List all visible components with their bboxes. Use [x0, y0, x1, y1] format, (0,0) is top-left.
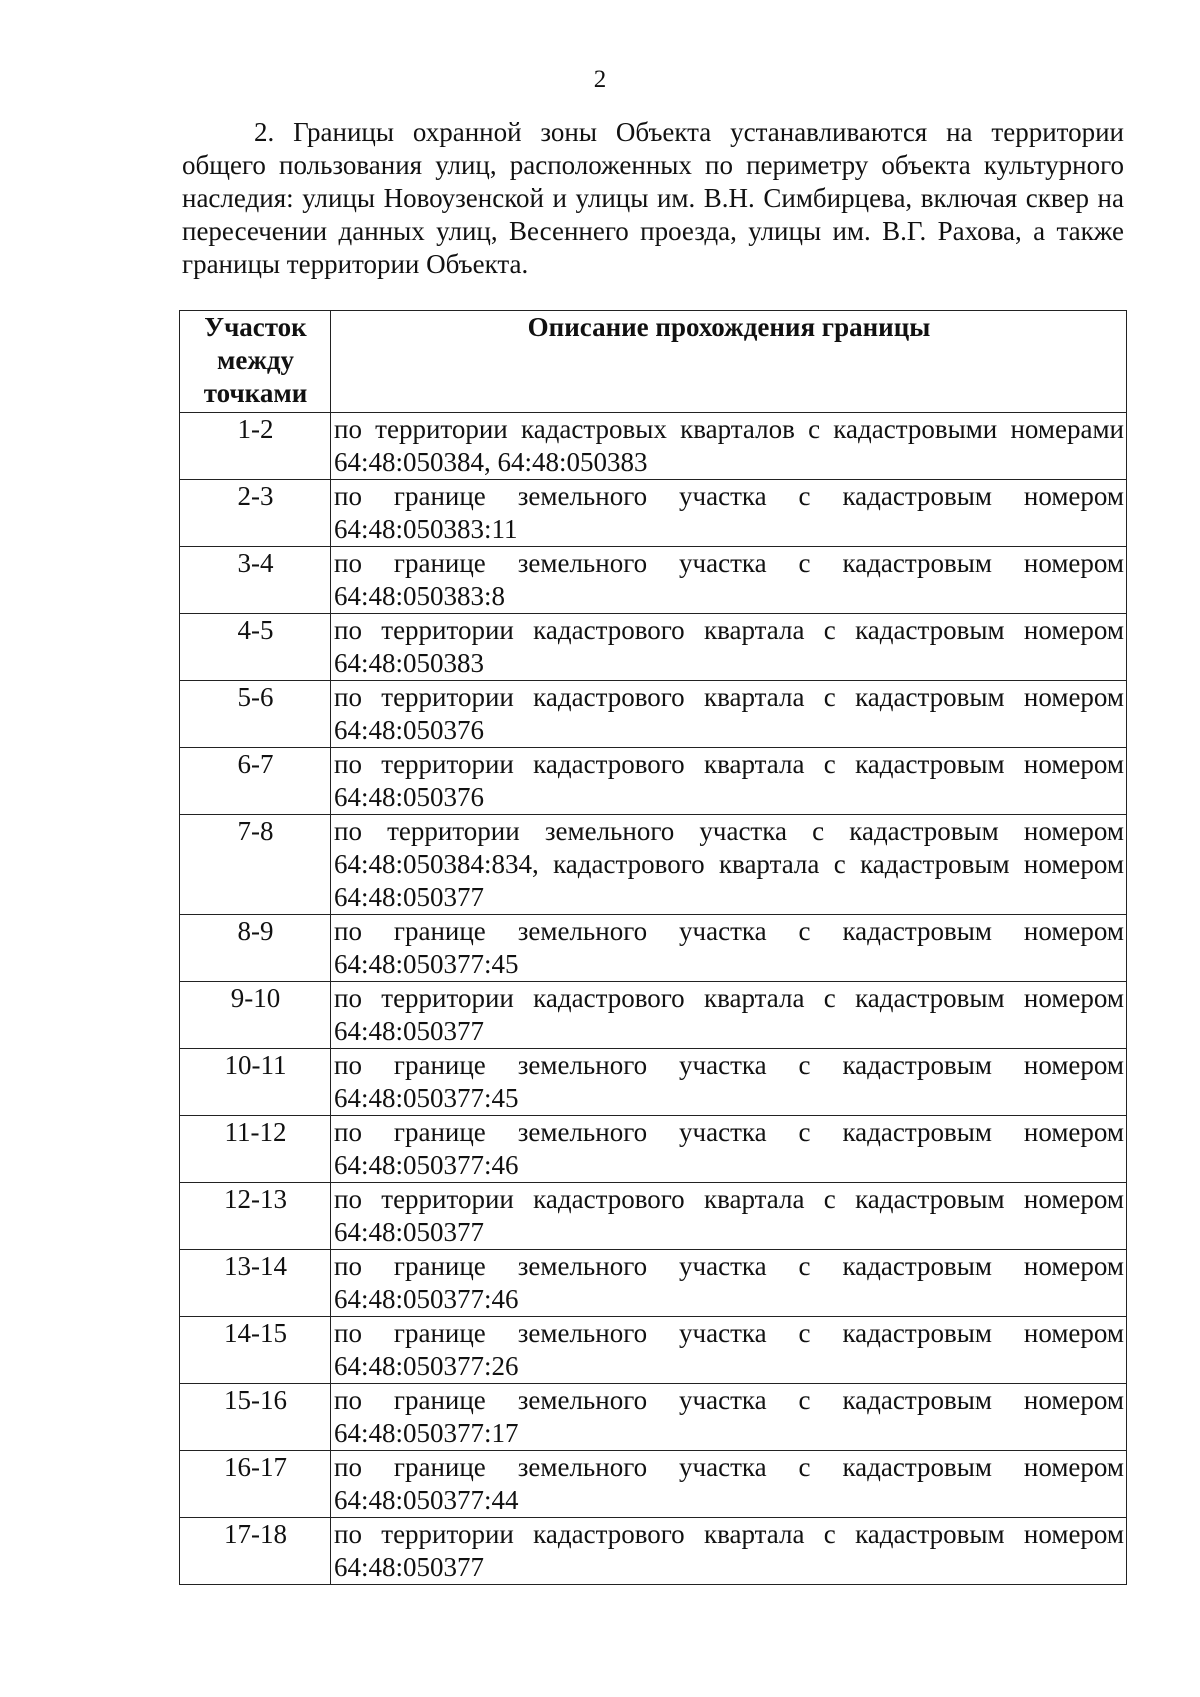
cadastral-number: 64:48:050377	[334, 1217, 485, 1247]
table-row	[180, 815, 1127, 915]
table-row	[180, 614, 1127, 681]
segment-cell: 7-8	[180, 815, 331, 915]
segment-cell: 5-6	[180, 681, 331, 748]
cadastral-number: 64:48:050376	[334, 715, 485, 745]
description-line: по границе земельного участка с кадастровым номером	[334, 1385, 1124, 1415]
table-row	[180, 1518, 1127, 1585]
cadastral-number: 64:48:050383	[334, 648, 485, 678]
description-line: по территории кадастрового квартала с кадастровым номером	[334, 983, 1124, 1013]
description-cell	[331, 1250, 1127, 1317]
description-line: по границе земельного участка с кадастровым номером	[334, 1452, 1124, 1482]
description-line: по границе земельного участка с кадастровым номером	[334, 1050, 1124, 1080]
intro-paragraph: 2. Границы охранной зоны Объекта устанавливаются на территории общего пользования улиц, расположенных по периметру объекта культурного наследия: улицы Новоузенской и улицы им. В.Н. Симбирцева, включая сквер на пересечении данных улиц, Весеннего проезда, улицы им. В.Г. Рахова, а также границы территории Объекта.	[182, 117, 1124, 279]
boundary-table	[179, 310, 1127, 1585]
description-line: по территории кадастрового квартала с кадастровым номером	[334, 615, 1124, 645]
cadastral-number: 64:48:050376	[334, 782, 485, 812]
cadastral-number: 64:48:050377:46	[334, 1284, 519, 1314]
cadastral-number: 64:48:050377:45	[334, 949, 519, 979]
table-row	[180, 1250, 1127, 1317]
table-row	[180, 982, 1127, 1049]
table-row	[180, 1049, 1127, 1116]
description-line: по границе земельного участка с кадастровым номером	[334, 1251, 1124, 1281]
table-row	[180, 1116, 1127, 1183]
cadastral-number: 64:48:050383:8	[334, 581, 506, 611]
segment-cell: 8-9	[180, 915, 331, 982]
segment-cell: 10-11	[180, 1049, 331, 1116]
page-number: 2	[593, 66, 607, 93]
description-cell	[331, 1384, 1127, 1451]
segment-cell: 6-7	[180, 748, 331, 815]
cadastral-number: 64:48:050377:46	[334, 1150, 519, 1180]
description-line: по территории кадастрового квартала с кадастровым номером	[334, 1184, 1124, 1214]
description-cell	[331, 748, 1127, 815]
table-body	[180, 413, 1127, 1585]
segment-cell: 11-12	[180, 1116, 331, 1183]
table-row	[180, 1183, 1127, 1250]
segment-cell: 14-15	[180, 1317, 331, 1384]
description-line: по территории кадастрового квартала с кадастровым номером	[334, 749, 1124, 779]
description-line: по территории земельного участка с кадастровым номером	[334, 816, 1124, 846]
table-row	[180, 480, 1127, 547]
segment-cell: 15-16	[180, 1384, 331, 1451]
description-line: по границе земельного участка с кадастровым номером	[334, 481, 1124, 511]
description-cell	[331, 815, 1127, 915]
description-cell	[331, 413, 1127, 480]
cadastral-number: 64:48:050377	[334, 1016, 485, 1046]
cadastral-number: 64:48:050377:44	[334, 1485, 519, 1515]
table-row	[180, 413, 1127, 480]
description-cell	[331, 915, 1127, 982]
segment-cell: 2-3	[180, 480, 331, 547]
cadastral-number: 64:48:050377:17	[334, 1418, 519, 1448]
header-description: Описание прохождения границы	[331, 311, 1127, 413]
segment-cell: 4-5	[180, 614, 331, 681]
description-cell	[331, 681, 1127, 748]
table-row	[180, 1317, 1127, 1384]
cadastral-number: 64:48:050377:45	[334, 1083, 519, 1113]
table-row	[180, 1384, 1127, 1451]
description-cell	[331, 1116, 1127, 1183]
header-segment: Участок между точками	[180, 311, 331, 413]
segment-cell: 1-2	[180, 413, 331, 480]
cadastral-number: 64:48:050383:11	[334, 514, 518, 544]
description-cell	[331, 1183, 1127, 1250]
description-line: по территории кадастрового квартала с кадастровым номером	[334, 1519, 1124, 1549]
description-cell	[331, 1518, 1127, 1585]
description-line: по границе земельного участка с кадастровым номером	[334, 1318, 1124, 1348]
description-cell	[331, 614, 1127, 681]
description-line: по территории кадастровых кварталов с кадастровыми номерами	[334, 414, 1124, 444]
table-row	[180, 681, 1127, 748]
description-line: по территории кадастрового квартала с кадастровым номером	[334, 682, 1124, 712]
table-row	[180, 748, 1127, 815]
segment-cell: 12-13	[180, 1183, 331, 1250]
description-cell	[331, 1317, 1127, 1384]
description-cell	[331, 480, 1127, 547]
segment-cell: 13-14	[180, 1250, 331, 1317]
cadastral-number: 64:48:050377	[334, 882, 485, 912]
description-line: по границе земельного участка с кадастровым номером	[334, 548, 1124, 578]
description-cell	[331, 547, 1127, 614]
description-cell	[331, 1049, 1127, 1116]
description-line: по границе земельного участка с кадастровым номером	[334, 1117, 1124, 1147]
description-cell	[331, 982, 1127, 1049]
cadastral-number: 64:48:050377:26	[334, 1351, 519, 1381]
segment-cell: 9-10	[180, 982, 331, 1049]
description-line: по границе земельного участка с кадастровым номером	[334, 916, 1124, 946]
table-row	[180, 915, 1127, 982]
segment-cell: 3-4	[180, 547, 331, 614]
segment-cell: 16-17	[180, 1451, 331, 1518]
cadastral-number: 64:48:050377	[334, 1552, 485, 1582]
description-cell	[331, 1451, 1127, 1518]
table-row	[180, 547, 1127, 614]
description-line: 64:48:050384:834, кадастрового квартала с кадастровым номером	[334, 849, 1124, 879]
cadastral-number: 64:48:050384, 64:48:050383	[334, 447, 648, 477]
table-row	[180, 1451, 1127, 1518]
segment-cell: 17-18	[180, 1518, 331, 1585]
table-header-row	[180, 311, 1127, 413]
